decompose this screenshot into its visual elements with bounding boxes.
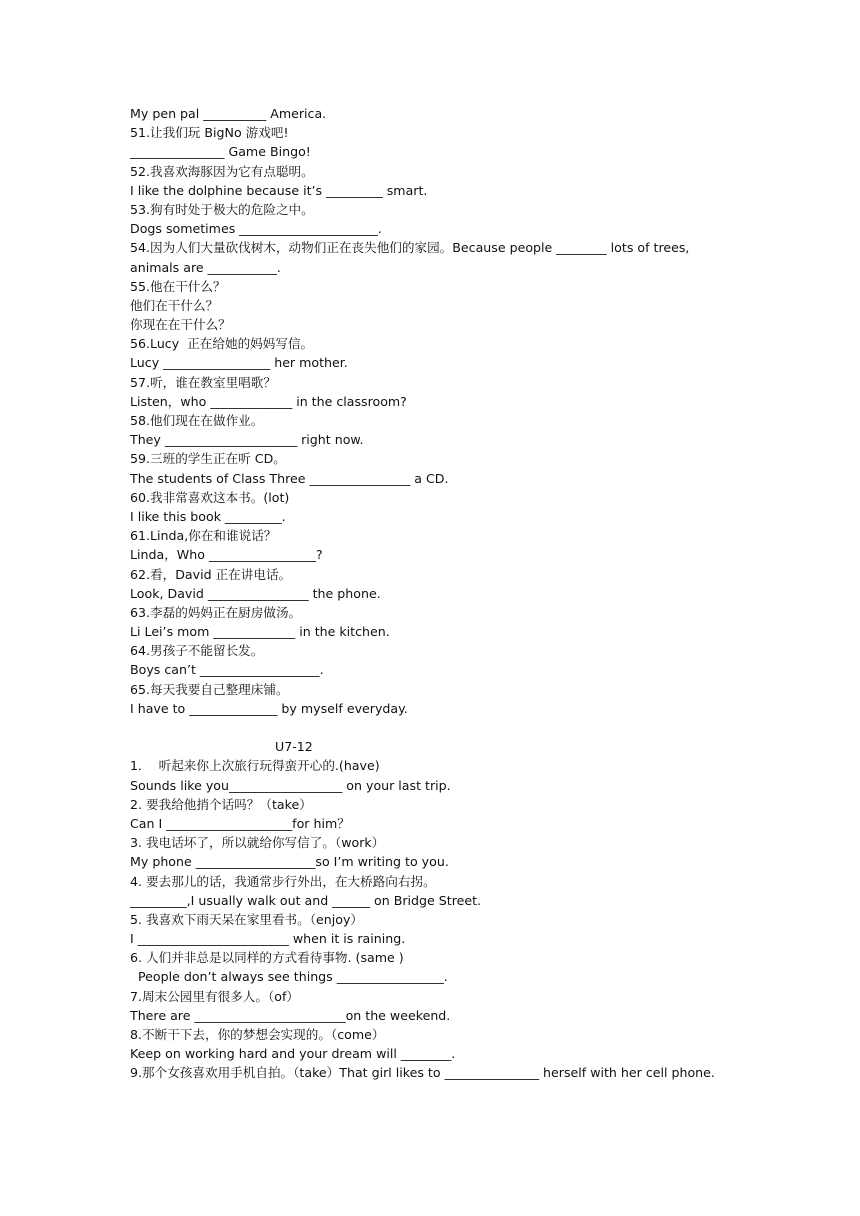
section-heading: U7-12 (275, 739, 313, 755)
answer-53: Dogs sometimes ______________________. (130, 221, 382, 237)
question-56: 56.Lucy 正在给她的妈妈写信。 (130, 336, 314, 352)
question-9: 9.那个女孩喜欢用手机自拍。（take）That girl likes to _______________ herself with her cell phone. (130, 1065, 715, 1081)
question-55c: 你现在在干什么？ (130, 317, 231, 333)
question-60: 60.我非常喜欢这本书。(lot) (130, 489, 290, 505)
question-51: 51.让我们玩 BigNo 游戏吧! (130, 125, 289, 141)
question-7: 7.周末公园里有很多人。（of） (130, 988, 299, 1004)
exercise-section-1 (130, 104, 730, 718)
answer-61: Linda，Who _________________? (130, 547, 323, 563)
answer-62: Look, David ________________ the phone. (130, 585, 381, 601)
answer-65: I have to ______________ by myself everyday. (130, 700, 408, 716)
document-page (130, 104, 730, 1083)
answer-1: Sounds like you__________________ on your last trip. (130, 777, 451, 793)
question-57: 57.听，谁在教室里唱歌？ (130, 374, 276, 390)
answer-3: My phone ___________________so I’m writing to you. (130, 854, 449, 870)
answer-8: Keep on working hard and your dream will ________. (130, 1046, 456, 1062)
question-61: 61.Linda,你在和谁说话？ (130, 528, 277, 544)
answer-57: Listen，who _____________ in the classroom? (130, 393, 407, 409)
answer-63: Li Lei’s mom _____________ in the kitchen. (130, 624, 390, 640)
question-2: 2. 要我给他捎个话吗？（take） (130, 796, 312, 812)
question-63: 63.李磊的妈妈正在厨房做汤。 (130, 604, 302, 620)
answer-5: I ________________________ when it is raining. (130, 931, 406, 947)
answer-58: They _____________________ right now. (130, 432, 364, 448)
question-3: 3. 我电话坏了，所以就给你写信了。（work） (130, 835, 385, 851)
question-59: 59.三班的学生正在听 CD。 (130, 451, 286, 467)
question-55: 55.他在干什么？ (130, 278, 226, 294)
answer-60: I like this book _________. (130, 508, 286, 524)
answer-6: People don’t always see things _________________. (130, 969, 448, 985)
question-52: 52.我喜欢海豚因为它有点聪明。 (130, 163, 314, 179)
answer-56: Lucy _________________ her mother. (130, 355, 348, 371)
question-8: 8.不断干下去，你的梦想会实现的。（come） (130, 1027, 385, 1043)
question-58: 58.他们现在在做作业。 (130, 413, 264, 429)
question-5: 5. 我喜欢下雨天呆在家里看书。（enjoy） (130, 911, 364, 927)
question-54: 54.因为人们大量砍伐树木，动物们正在丧失他们的家园。Because people ________ lots of trees, animals are ___________. (130, 240, 694, 275)
question-55b: 他们在干什么？ (130, 297, 219, 313)
question-53: 53.狗有时处于极大的危险之中。 (130, 201, 314, 217)
question-6: 6. 人们并非总是以同样的方式看待事物. (same ) (130, 950, 404, 966)
answer-2: Can I ____________________for him？ (130, 815, 350, 831)
question-1: 1． 听起来你上次旅行玩得蛮开心的.(have) (130, 758, 380, 774)
answer-7: There are ________________________on the weekend. (130, 1007, 451, 1023)
answer-52: I like the dolphine because it’s _________ smart. (130, 182, 428, 198)
question-62: 62.看，David 正在讲电话。 (130, 566, 292, 582)
answer-51: _______________ Game Bingo! (130, 144, 311, 160)
blank-line (130, 718, 730, 737)
text-line: My pen pal __________ America. (130, 106, 327, 121)
answer-4: _________,I usually walk out and ______ on Bridge Street. (130, 892, 482, 908)
question-64: 64.男孩子不能留长发。 (130, 643, 264, 659)
answer-64: Boys can’t ___________________. (130, 662, 324, 678)
answer-59: The students of Class Three ________________ a CD. (130, 470, 449, 486)
exercise-section-2 (130, 756, 730, 1082)
question-65: 65.每天我要自己整理床铺。 (130, 681, 289, 697)
question-4: 4. 要去那儿的话，我通常步行外出，在大桥路向右拐。 (130, 873, 436, 889)
